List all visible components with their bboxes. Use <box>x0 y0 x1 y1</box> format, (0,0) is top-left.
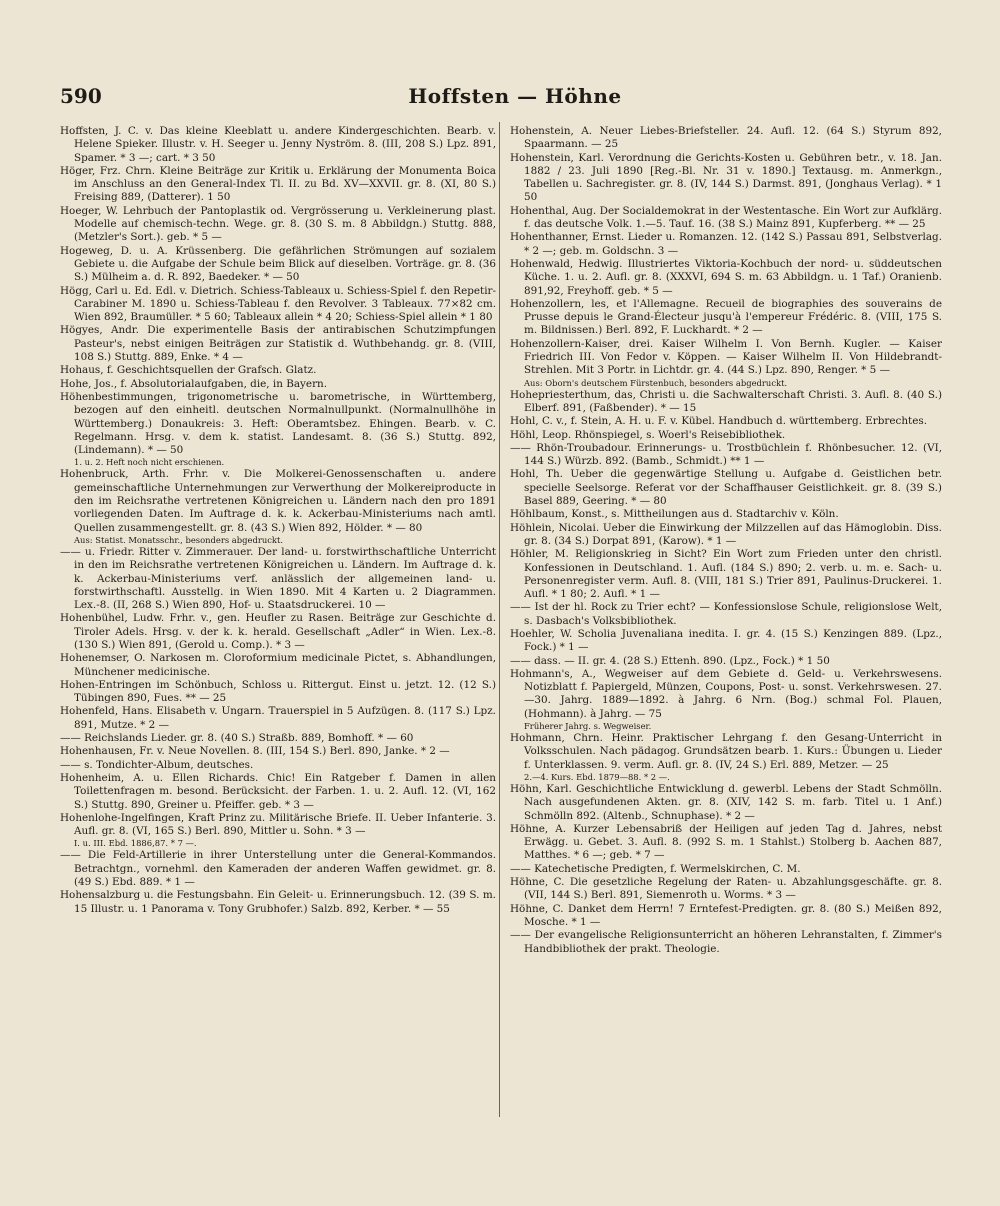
entry-hoeger-frz: Höger, Frz. Chrn. Kleine Beiträge zur Kritik u. Erklärung der Monumenta Boica im Anschluss an den General-Index Tl. II. zu Bd. XV—XXVII. gr. 8. (XI, 80 S.) Freising 889, (Datterer). 1 50 <box>60 164 496 204</box>
entry-hoehne-a: Höhne, A. Kurzer Lebensabriß der Heiligen auf jeden Tag d. Jahres, nebst Erwägg. u. Gebet. 3. Aufl. 8. (992 S. m. 1 Stahlst.) Stolberg b. Aachen 887, Matthes. * 6 —; geb. * 7 — <box>510 822 942 862</box>
entry-hoehne-c-raten: Höhne, C. Die gesetzliche Regelung der Raten- u. Abzahlungsgeschäfte. gr. 8. (VII, 144 S.) Berl. 891, Siemenroth u. Worms. * 3 — <box>510 876 942 902</box>
entry-note: Früherer Jahrg. s. Wegweiser. <box>524 721 652 732</box>
entry-hoegyes: Högyes, Andr. Die experimentelle Basis der antirabischen Schutzimpfungen Pasteur's, nebst einigen Beiträgen zur Statistik d. Wuthbehandg. gr. 8. (VIII, 108 S.) Stuttg. 889, Enke. * 4 — <box>60 324 496 364</box>
entry-katechetische: —— Katechetische Predigten, f. Wermelskirchen, C. M. <box>510 862 801 875</box>
entry-tondichter: —— s. Tondichter-Album, deutsches. <box>60 758 254 771</box>
page-header <box>60 84 970 114</box>
entry-hohenzollern-kaiser: Hohenzollern-Kaiser, drei. Kaiser Wilhelm I. Von Bernh. Kugler. — Kaiser Friedrich III. Von Fedor v. Köppen. — Kaiser Wilhelm II. Von Hildebrandt-Strehlen. Mit 3 Portr. in Lichtdr. gr. 4. (44 S.) Lpz. 890, Renger. * 5 — <box>510 337 942 377</box>
entry-hoehn-karl: Höhn, Karl. Geschichtliche Entwicklung d. gewerbl. Lebens der Stadt Schmölln. Nach ausgefundenen Akten. gr. 8. (XIV, 142 S. m. farb. Titel u. 1 Anf.) Schmölln 892. (Altenb., Schnuphase). * 2 — <box>510 782 942 822</box>
entry-hoehl-leop: Höhl, Leop. Rhönspiegel, s. Woerl's Reisebibliothek. <box>510 428 786 441</box>
entry-hoehler-w: Hoehler, W. Scholia Juvenaliana inedita. I. gr. 4. (15 S.) Kenzingen 889. (Lpz., Fock.) * 1 — <box>510 627 942 654</box>
entry-hohenstein-a: Hohenstein, A. Neuer Liebes-Briefsteller. 24. Aufl. 12. (64 S.) Styrum 892, Spaarmann. — 25 <box>510 125 942 151</box>
entry-hohl-c: Hohl, C. v., f. Stein, A. H. u. F. v. Kübel. Handbuch d. württemberg. Erbrechtes. <box>510 415 928 428</box>
entry-hohmann-chrn: Hohmann, Chrn. Heinr. Praktischer Lehrgang f. den Gesang-Unterricht in Volksschulen. Nach pädagog. Grundsätzen bearb. 1. Kurs.: Übungen u. Lieder f. Unterklassen. 9. verm. Aufl. gr. 8. (IV, 24 S.) Erl. 889, Metzer. — 25 <box>510 732 942 771</box>
entry-religionsunterricht: —— Der evangelische Religionsunterricht an höheren Lehranstalten, f. Zimmer's Handbibliothek der prakt. Theologie. <box>510 929 942 955</box>
entry-rock-zu-trier: —— Ist der hl. Rock zu Trier echt? — Konfessionslose Schule, religionslose Welt, s. Dasbach's Volksbibliothek. <box>510 601 942 627</box>
entry-hohen-entringen: Hohen-Entringen im Schönbuch, Schloss u. Rittergut. Einst u. jetzt. 12. (12 S.) Tübingen 890, Fues. ** — 25 <box>60 678 496 705</box>
left-column <box>60 125 496 916</box>
entry-hohl-th: Hohl, Th. Ueber die gegenwärtige Stellung u. Aufgabe d. Geistlichen betr. specielle Seelsorge. Referat vor der Schaffhauser Geistlichkeit. gr. 8. (39 S.) Basel 889, Geering. * — 80 <box>510 468 942 508</box>
right-column <box>510 125 942 956</box>
page-number: 590 <box>60 84 102 108</box>
entry-hoehenbestimmungen: Höhenbestimmungen, trigonometrische u. barometrische, in Württemberg, bezogen auf den einheitl. deutschen Normalnullpunkt. (Normalnullhöhe in Württemberg.) Donaukreis: 3. Heft: Oberamtsbez. Ehingen. Bearb. v. C. Regelmann. Hrsg. v. dem k. statist. Landesamt. 8. (36 S.) Stuttg. 892, (Lindemann). * — 50 <box>60 390 496 457</box>
entry-hohenzollern: Hohenzollern, les, et l'Allemagne. Recueil de biographies des souverains de Prusse depuis le Grand-Électeur jusqu'à l'empereur Frédéric. 8. (VIII, 175 S. m. Bildnissen.) Berl. 892, F. Luckhardt. * 2 — <box>510 297 942 337</box>
entry-hoehlein: Höhlein, Nicolai. Ueber die Einwirkung der Milzzellen auf das Hämoglobin. Diss. gr. 8. (34 S.) Dorpat 891, (Karow). * 1 — <box>510 521 942 547</box>
entry-hohaus: Hohaus, f. Geschichtsquellen der Grafsch. Glatz. <box>60 364 317 377</box>
entry-hoeger-w: Hoeger, W. Lehrbuch der Pantoplastik od. Vergrösserung u. Verkleinerung plast. Modelle auf chemisch-techn. Wege. gr. 8. (30 S. m. 8 Abbildgn.) Stuttg. 888, (Metzler's Sort.). geb. * 5 — <box>60 204 496 244</box>
entry-hohenwald: Hohenwald, Hedwig. Illustriertes Viktoria-Kochbuch der nord- u. süddeutschen Küche. 1. u. 2. Aufl. gr. 8. (XXXVI, 694 S. m. 63 Abbildgn. u. 1 Taf.) Oranienb. 891,92, Freyhoff. geb. * 5 — <box>510 257 942 297</box>
entry-hogeweg: Hogeweg, D. u. A. Krüssenberg. Die gefährlichen Strömungen auf sozialem Gebiete u. die Aufgabe der Schule beim Blick auf dieselben. Vorträge. gr. 8. (36 S.) Mülheim a. d. R. 892, Baedeker. * — 50 <box>60 244 496 284</box>
entry-note: I. u. III. Ebd. 1886,87. * 7 —. <box>74 838 197 849</box>
entry-hohenemser: Hohenemser, O. Narkosen m. Cloroformium medicinale Pictet, s. Abhandlungen, Münchener medicinische. <box>60 652 496 678</box>
entry-hoehlbaum: Höhlbaum, Konst., s. Mittheilungen aus d. Stadtarchiv v. Köln. <box>510 508 839 521</box>
entry-note: Aus: Oborn's deutschem Fürstenbuch, besonders abgedruckt. <box>524 377 788 388</box>
entry-hoffsten: Hoffsten, J. C. v. Das kleine Kleeblatt u. andere Kindergeschichten. Bearb. v. Helene Spieker. Illustr. v. H. Seeger u. Jenny Nyström. 8. (III, 208 S.) Lpz. 891, Spamer. * 3 —; cart. * 3 50 <box>60 125 496 164</box>
entry-note: Aus: Statist. Monatsschr., besonders abgedruckt. <box>74 534 284 545</box>
entry-hohenstein-karl: Hohenstein, Karl. Verordnung die Gerichts-Kosten u. Gebühren betr., v. 18. Jan. 1882 / 23. Juli 1890 [Reg.-Bl. Nr. 31 v. 1890.] Textausg. m. Anmerkgn., Tabellen u. Sachregister. gr. 8. (IV, 144 S.) Darmst. 891, (Jonghaus Verlag). * 1 50 <box>510 151 942 204</box>
entry-feld-artillerie: —— Die Feld-Artillerie in ihrer Unterstellung unter die General-Kommandos. Betrachtgn., vornehml. den Kameraden der anderen Waffen gewidmet. gr. 8. (49 S.) Ebd. 889. * 1 — <box>60 849 496 889</box>
entry-reichslands-lieder: —— Reichslands Lieder. gr. 8. (40 S.) Straßb. 889, Bomhoff. * — 60 <box>60 732 414 745</box>
entry-hohenheim: Hohenheim, A. u. Ellen Richards. Chic! Ein Ratgeber f. Damen in allen Toilettenfragen m. besond. Berücksicht. der Farben. 1. u. 2. Aufl. 12. (VI, 162 S.) Stuttg. 890, Greiner u. Pfeiffer. geb. * 3 — <box>60 771 496 811</box>
entry-rhoen-troubadour: —— Rhön-Troubadour. Erinnerungs- u. Trostbüchlein f. Rhönbesucher. 12. (VI, 144 S.) Würzb. 892. (Bamb., Schmidt.) ** 1 — <box>510 441 942 468</box>
entry-note: 2.—4. Kurs. Ebd. 1879—88. * 2 —. <box>524 771 670 782</box>
entry-zimmerauer: —— u. Friedr. Ritter v. Zimmerauer. Der land- u. forstwirthschaftliche Unterricht in den im Reichsrathe vertretenen Königreichen u. Ländern. Im Auftrage d. k. k. Ackerbau-Ministeriums verf. anlässlich der allgemeinen land- u. forstwirthschaftl. Ausstellg. in Wien 1890. Mit 4 Karten u. 2 Diagrammen. Lex.-8. (II, 268 S.) Wien 890, Hof- u. Staatsdruckerei. 10 — <box>60 545 496 612</box>
entry-note: 1. u. 2. Heft noch nicht erschienen. <box>74 457 225 468</box>
entry-hohenlohe: Hohenlohe-Ingelfingen, Kraft Prinz zu. Militärische Briefe. II. Ueber Infanterie. 3. Aufl. gr. 8. (VI, 165 S.) Berl. 890, Mittler u. Sohn. * 3 — <box>60 811 496 838</box>
entry-hoehler-dass: —— dass. — II. gr. 4. (28 S.) Ettenh. 890. (Lpz., Fock.) * 1 50 <box>510 654 830 667</box>
entry-hohenthal: Hohenthal, Aug. Der Socialdemokrat in der Westentasche. Ein Wort zur Aufklärg. f. das deutsche Volk. 1.—5. Tauf. 16. (38 S.) Mainz 891, Kupferberg. ** — 25 <box>510 204 942 231</box>
entry-hoehne-c-danket: Höhne, C. Danket dem Herrn! 7 Erntefest-Predigten. gr. 8. (80 S.) Meißen 892, Mosche. * 1 — <box>510 902 942 928</box>
entry-hohmanns: Hohmann's, A., Wegweiser auf dem Gebiete d. Geld- u. Verkehrswesens. Notizblatt f. Papiergeld, Münzen, Coupons, Post- u. sonst. Verkehrswesen. 27.—30. Jahrg. 1889—1892. à Jahrg. 6 Nrn. (Bog.) schmal Fol. Plauen, (Hohmann). à Jahrg. — 75 <box>510 667 942 720</box>
entry-hohenhausen: Hohenhausen, Fr. v. Neue Novellen. 8. (III, 154 S.) Berl. 890, Janke. * 2 — <box>60 745 450 758</box>
entry-hohe: Hohe, Jos., f. Absolutorialaufgaben, die, in Bayern. <box>60 377 328 390</box>
entry-hohensalzburg: Hohensalzburg u. die Festungsbahn. Ein Geleit- u. Erinnerungsbuch. 12. (39 S. m. 15 Illustr. u. 1 Panorama v. Tony Grubhofer.) Salzb. 892, Kerber. * — 55 <box>60 889 496 915</box>
entry-hoehler-m: Höhler, M. Religionskrieg in Sicht? Ein Wort zum Frieden unter den christl. Konfessionen in Deutschland. 1. Aufl. (184 S.) 890; 2. verb. u. m. e. Sach- u. Personenregister verm. Aufl. 8. (VIII, 181 S.) Trier 891, Paulinus-Druckerei. 1. Aufl. * 1 80; 2. Aufl. * 1 — <box>510 548 942 601</box>
entry-hohenbruck: Hohenbruck, Arth. Frhr. v. Die Molkerei-Genossenschaften u. andere gemeinschaftliche Unternehmungen zur Verwerthung der Molkereiproducte in den im Reichsrathe vertretenen Königreichen u. Ländern nach den pro 1891 vorliegenden Daten. Im Auftrage d. k. k. Ackerbau-Ministeriums nach amtl. Quellen zusammengestellt. gr. 8. (43 S.) Wien 892, Hölder. * — 80 <box>60 468 496 534</box>
entry-hohenthanner: Hohenthanner, Ernst. Lieder u. Romanzen. 12. (142 S.) Passau 891, Selbstverlag. * 2 —; geb. m. Goldschn. 3 — <box>510 231 942 257</box>
entry-hohepriesterthum: Hohepriesterthum, das, Christi u. die Sachwalterschaft Christi. 3. Aufl. 8. (40 S.) Elberf. 891, (Faßbender). * — 15 <box>510 388 942 414</box>
entry-hoegg: Högg, Carl u. Ed. Edl. v. Dietrich. Schiess-Tableaux u. Schiess-Spiel f. den Repetir-Carabiner M. 1890 u. Schiess-Tableau f. den Revolver. 3 Tableaux. 77×82 cm. Wien 892, Braumüller. * 5 60; Tableaux allein * 4 20; Schiess-Spiel allein * 1 80 <box>60 284 496 324</box>
entry-hohenbuehel: Hohenbühel, Ludw. Frhr. v., gen. Heufler zu Rasen. Beiträge zur Geschichte d. Tiroler Adels. Hrsg. v. der k. k. herald. Gesellschaft „Adler“ in Wien. Lex.-8. (130 S.) Wien 891, (Gerold u. Comp.). * 3 — <box>60 612 496 651</box>
column-divider <box>499 122 500 1117</box>
running-head: Hoffsten — Höhne <box>408 84 622 108</box>
entry-hohenfeld: Hohenfeld, Hans. Elisabeth v. Ungarn. Trauerspiel in 5 Aufzügen. 8. (117 S.) Lpz. 891, Mutze. * 2 — <box>60 705 496 731</box>
